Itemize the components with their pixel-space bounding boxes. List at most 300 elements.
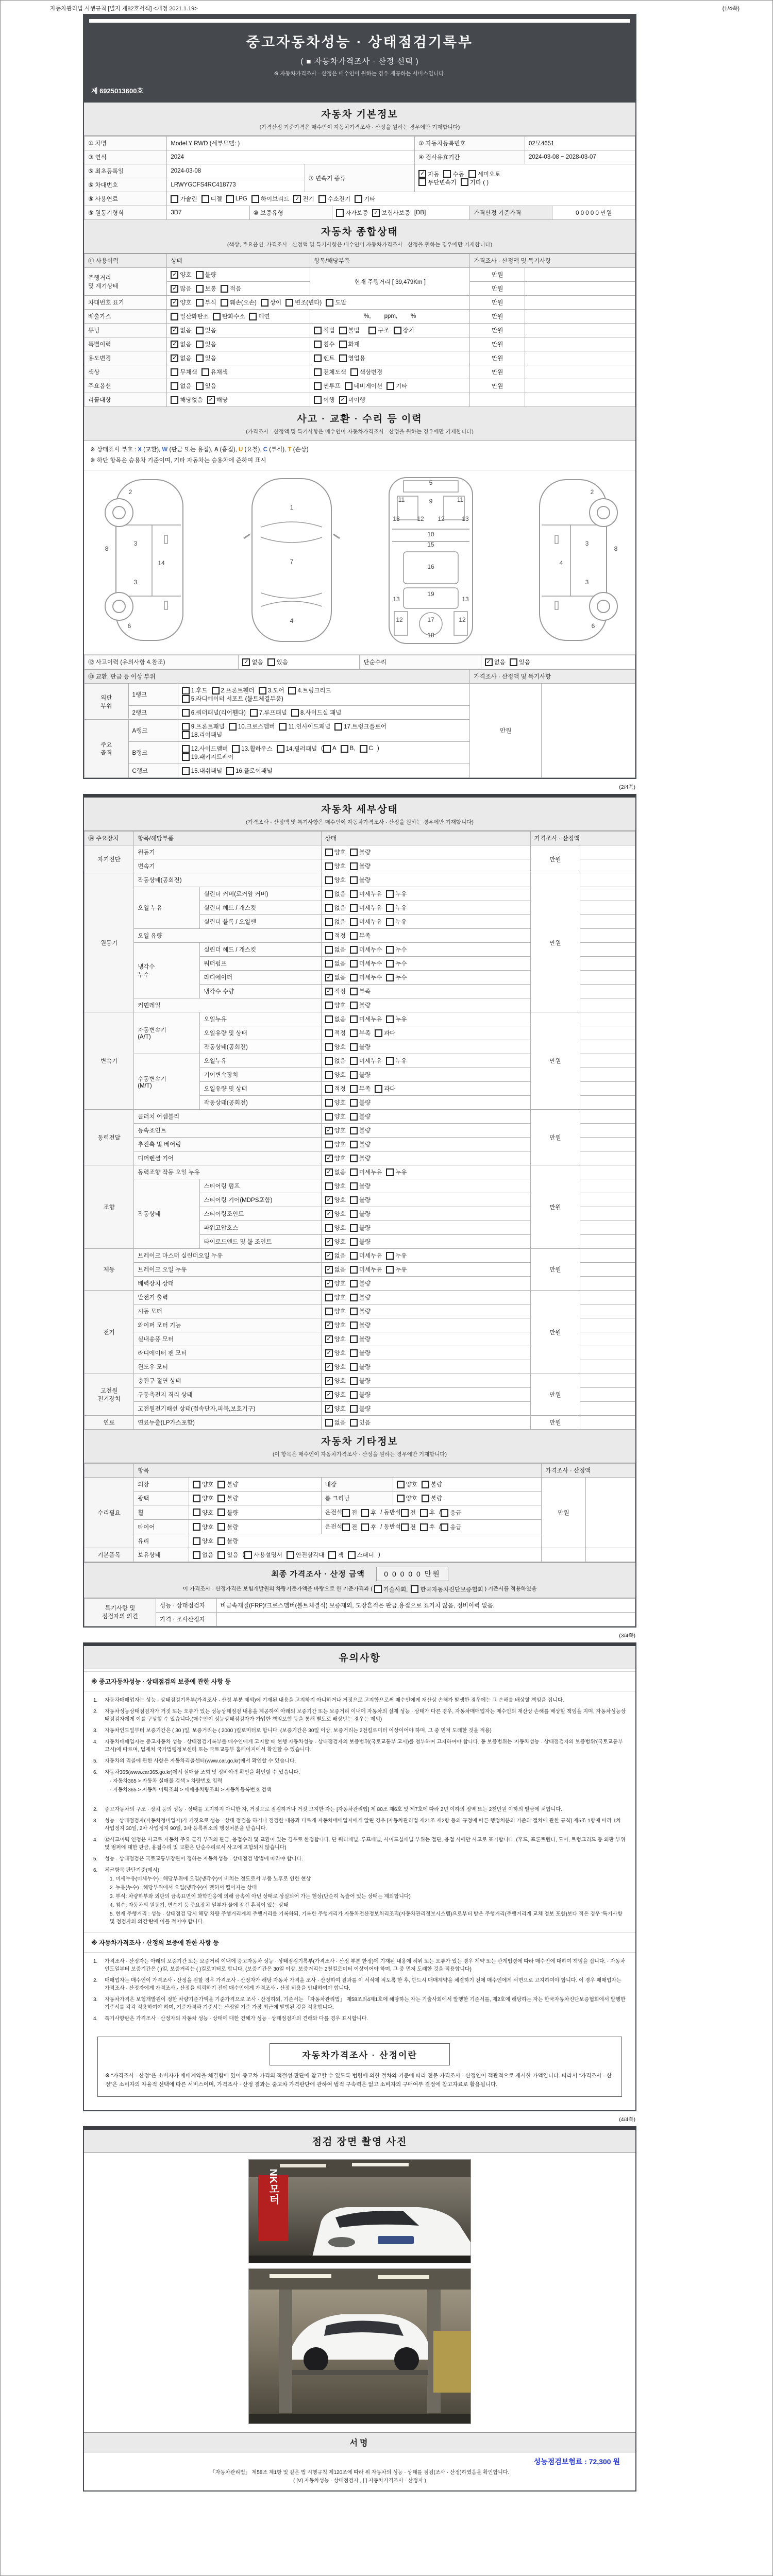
checkbox-option[interactable] (350, 1363, 371, 1371)
checkbox-option[interactable] (196, 284, 216, 293)
checkbox-icon[interactable] (341, 745, 348, 753)
checkbox-checked-icon[interactable] (325, 1168, 333, 1176)
checkbox-checked-icon[interactable] (325, 1321, 333, 1329)
checkbox-icon[interactable] (182, 687, 190, 694)
checkbox-option[interactable] (350, 1084, 371, 1093)
checkbox-option[interactable] (336, 209, 368, 217)
checkbox-icon[interactable] (350, 1196, 358, 1204)
checkbox-option[interactable] (350, 1071, 371, 1079)
checkbox-option[interactable] (267, 658, 288, 666)
checkbox-icon[interactable] (350, 1015, 358, 1023)
checkbox-option[interactable] (350, 1154, 371, 1162)
checkbox-icon[interactable] (193, 1551, 200, 1559)
checkbox-icon[interactable] (193, 1537, 200, 1545)
checkbox-option[interactable] (196, 340, 216, 348)
checkbox-option[interactable] (350, 1043, 371, 1051)
checkbox-icon[interactable] (325, 1294, 333, 1301)
checkbox-icon[interactable] (217, 1523, 225, 1531)
checkbox-checked-icon[interactable] (485, 658, 493, 666)
checkbox-option[interactable] (510, 658, 530, 666)
checkbox-icon[interactable] (336, 209, 344, 217)
checkbox-option[interactable] (261, 298, 281, 307)
checkbox-icon[interactable] (348, 1551, 356, 1559)
checkbox-option[interactable] (318, 195, 350, 203)
checkbox-option[interactable] (350, 987, 371, 995)
checkbox-icon[interactable] (350, 1002, 358, 1009)
checkbox-icon[interactable] (422, 1481, 429, 1488)
checkbox-icon[interactable] (368, 327, 376, 334)
checkbox-icon[interactable] (291, 709, 299, 717)
checkbox-checked-icon[interactable] (325, 1363, 333, 1371)
checkbox-checked-icon[interactable] (325, 988, 333, 995)
checkbox-option[interactable] (325, 904, 346, 912)
checkbox-icon[interactable] (350, 1099, 358, 1107)
checkbox-option[interactable] (350, 1293, 371, 1301)
checkbox-icon[interactable] (182, 695, 190, 703)
checkbox-icon[interactable] (441, 1509, 448, 1517)
checkbox-icon[interactable] (318, 195, 326, 203)
checkbox-checked-icon[interactable] (325, 1266, 333, 1274)
checkbox-option[interactable] (325, 918, 346, 926)
checkbox-option[interactable] (217, 1494, 238, 1502)
checkbox-icon[interactable] (326, 299, 333, 307)
checkbox-option[interactable] (374, 1585, 408, 1594)
checkbox-icon[interactable] (217, 1509, 225, 1516)
checkbox-option[interactable] (171, 340, 191, 348)
checkbox-icon[interactable] (345, 382, 352, 390)
checkbox-icon[interactable] (193, 1523, 200, 1531)
checkbox-icon[interactable] (350, 1155, 358, 1162)
checkbox-icon[interactable] (420, 1523, 428, 1531)
checkbox-icon[interactable] (171, 368, 178, 376)
checkbox-icon[interactable] (350, 862, 358, 870)
checkbox-icon[interactable] (386, 1057, 394, 1065)
checkbox-option[interactable] (325, 1015, 346, 1023)
checkbox-option[interactable] (196, 382, 216, 390)
checkbox-icon[interactable] (350, 849, 358, 856)
checkbox-checked-icon[interactable] (325, 1155, 333, 1162)
checkbox-option[interactable] (226, 767, 273, 775)
checkbox-icon[interactable] (334, 723, 342, 731)
checkbox-option[interactable] (350, 1126, 371, 1134)
checkbox-option[interactable] (325, 973, 346, 981)
checkbox-icon[interactable] (323, 745, 331, 753)
checkbox-option[interactable] (182, 767, 222, 775)
checkbox-icon[interactable] (325, 1071, 333, 1079)
checkbox-option[interactable] (171, 396, 203, 404)
checkbox-icon[interactable] (182, 723, 190, 731)
checkbox-option[interactable] (287, 1551, 325, 1559)
checkbox-option[interactable] (325, 1043, 346, 1051)
checkbox-option[interactable] (386, 890, 407, 898)
checkbox-checked-icon[interactable] (325, 1127, 333, 1134)
checkbox-icon[interactable] (325, 1043, 333, 1051)
checkbox-option[interactable] (325, 1265, 346, 1274)
checkbox-icon[interactable] (196, 354, 204, 362)
checkbox-icon[interactable] (386, 1252, 394, 1260)
checkbox-icon[interactable] (325, 1057, 333, 1065)
checkbox-option[interactable] (288, 686, 331, 694)
checkbox-icon[interactable] (350, 1029, 358, 1037)
checkbox-icon[interactable] (394, 327, 401, 334)
checkbox-icon[interactable] (350, 1294, 358, 1301)
checkbox-icon[interactable] (182, 731, 190, 739)
checkbox-option[interactable] (345, 382, 383, 390)
checkbox-option[interactable] (325, 1335, 346, 1343)
checkbox-option[interactable] (420, 1509, 435, 1517)
checkbox-icon[interactable] (217, 1551, 225, 1559)
checkbox-icon[interactable] (196, 271, 204, 279)
checkbox-icon[interactable] (350, 932, 358, 940)
checkbox-icon[interactable] (279, 723, 287, 731)
checkbox-option[interactable] (350, 1238, 371, 1246)
checkbox-icon[interactable] (350, 1127, 358, 1134)
checkbox-icon[interactable] (339, 327, 347, 334)
checkbox-checked-icon[interactable] (171, 285, 178, 293)
checkbox-icon[interactable] (201, 368, 209, 376)
checkbox-option[interactable] (291, 708, 341, 717)
checkbox-icon[interactable] (422, 1495, 429, 1502)
checkbox-icon[interactable] (386, 1266, 394, 1274)
checkbox-icon[interactable] (361, 1523, 369, 1531)
checkbox-option[interactable] (328, 1551, 343, 1559)
checkbox-option[interactable] (361, 1523, 376, 1531)
checkbox-option[interactable] (171, 326, 191, 334)
checkbox-icon[interactable] (350, 904, 358, 912)
checkbox-checked-icon[interactable] (171, 299, 178, 307)
checkbox-icon[interactable] (171, 313, 178, 320)
checkbox-option[interactable] (314, 354, 334, 362)
checkbox-icon[interactable] (277, 745, 284, 753)
checkbox-icon[interactable] (325, 1002, 333, 1009)
checkbox-icon[interactable] (350, 1335, 358, 1343)
checkbox-icon[interactable] (443, 170, 451, 178)
checkbox-icon[interactable] (325, 849, 333, 856)
checkbox-icon[interactable] (226, 767, 234, 775)
checkbox-icon[interactable] (221, 285, 228, 293)
checkbox-icon[interactable] (325, 932, 333, 940)
checkbox-option[interactable] (325, 1210, 346, 1218)
checkbox-option[interactable] (355, 195, 375, 203)
checkbox-option[interactable] (360, 745, 373, 753)
checkbox-option[interactable] (325, 987, 346, 995)
checkbox-option[interactable] (386, 945, 407, 954)
checkbox-option[interactable] (341, 745, 356, 753)
checkbox-option[interactable] (182, 694, 283, 703)
checkbox-option[interactable] (279, 722, 330, 731)
checkbox-icon[interactable] (386, 1168, 394, 1176)
checkbox-icon[interactable] (244, 1551, 252, 1559)
checkbox-icon[interactable] (250, 709, 258, 717)
checkbox-option[interactable] (325, 1293, 346, 1301)
checkbox-icon[interactable] (350, 1238, 358, 1246)
checkbox-option[interactable] (418, 178, 457, 187)
checkbox-option[interactable] (350, 1057, 382, 1065)
checkbox-option[interactable] (350, 368, 382, 376)
checkbox-option[interactable] (325, 1112, 346, 1121)
checkbox-icon[interactable] (217, 1495, 225, 1502)
checkbox-icon[interactable] (201, 195, 209, 203)
checkbox-option[interactable] (397, 1494, 417, 1502)
checkbox-icon[interactable] (325, 946, 333, 954)
checkbox-icon[interactable] (325, 904, 333, 912)
checkbox-icon[interactable] (397, 1481, 405, 1488)
checkbox-icon[interactable] (196, 382, 204, 390)
checkbox-option[interactable] (323, 745, 337, 753)
checkbox-icon[interactable] (325, 960, 333, 968)
checkbox-checked-icon[interactable] (293, 195, 301, 203)
checkbox-option[interactable] (397, 1480, 417, 1488)
checkbox-icon[interactable] (325, 1308, 333, 1315)
checkbox-option[interactable] (441, 1523, 461, 1531)
checkbox-option[interactable] (443, 170, 464, 178)
checkbox-checked-icon[interactable] (325, 1238, 333, 1246)
checkbox-option[interactable] (350, 945, 382, 954)
checkbox-option[interactable] (350, 1196, 371, 1204)
checkbox-checked-icon[interactable] (325, 1210, 333, 1218)
checkbox-option[interactable] (325, 1029, 346, 1037)
checkbox-checked-icon[interactable] (325, 1377, 333, 1385)
checkbox-option[interactable] (342, 1523, 357, 1531)
checkbox-checked-icon[interactable] (339, 396, 347, 404)
checkbox-option[interactable] (350, 1404, 371, 1413)
checkbox-option[interactable] (350, 1349, 371, 1357)
checkbox-icon[interactable] (386, 974, 394, 981)
checkbox-option[interactable] (350, 1377, 371, 1385)
checkbox-icon[interactable] (325, 1113, 333, 1121)
checkbox-option[interactable] (325, 1307, 346, 1315)
checkbox-option[interactable] (221, 284, 241, 293)
checkbox-option[interactable] (350, 1140, 371, 1148)
checkbox-icon[interactable] (374, 1585, 382, 1593)
checkbox-option[interactable] (401, 1509, 416, 1517)
checkbox-icon[interactable] (350, 1405, 358, 1413)
checkbox-icon[interactable] (314, 354, 322, 362)
checkbox-icon[interactable] (267, 658, 275, 666)
checkbox-option[interactable] (314, 396, 334, 404)
checkbox-checked-icon[interactable] (171, 327, 178, 334)
checkbox-icon[interactable] (386, 890, 394, 898)
checkbox-icon[interactable] (196, 299, 204, 307)
checkbox-option[interactable] (182, 731, 222, 739)
checkbox-icon[interactable] (325, 1099, 333, 1107)
checkbox-icon[interactable] (217, 1537, 225, 1545)
checkbox-option[interactable] (350, 959, 382, 968)
checkbox-icon[interactable] (325, 1419, 333, 1427)
checkbox-icon[interactable] (350, 876, 358, 884)
checkbox-option[interactable] (422, 1480, 442, 1488)
checkbox-icon[interactable] (386, 918, 394, 926)
checkbox-option[interactable] (422, 1494, 442, 1502)
checkbox-option[interactable] (325, 1279, 346, 1287)
checkbox-checked-icon[interactable] (171, 341, 178, 348)
checkbox-option[interactable] (325, 1391, 346, 1399)
checkbox-icon[interactable] (350, 1391, 358, 1399)
checkbox-icon[interactable] (361, 1509, 369, 1517)
checkbox-icon[interactable] (401, 1509, 409, 1517)
checkbox-option[interactable] (350, 1251, 382, 1260)
checkbox-icon[interactable] (328, 1551, 336, 1559)
checkbox-icon[interactable] (420, 1509, 428, 1517)
checkbox-checked-icon[interactable] (171, 271, 178, 279)
checkbox-option[interactable] (325, 1084, 346, 1093)
checkbox-option[interactable] (420, 1523, 435, 1531)
checkbox-icon[interactable] (261, 299, 268, 307)
checkbox-icon[interactable] (350, 1308, 358, 1315)
checkbox-option[interactable] (193, 1523, 213, 1531)
checkbox-icon[interactable] (182, 767, 190, 775)
checkbox-icon[interactable] (350, 1349, 358, 1357)
checkbox-option[interactable] (350, 1391, 371, 1399)
checkbox-option[interactable] (182, 686, 208, 694)
checkbox-option[interactable] (350, 1279, 371, 1287)
checkbox-option[interactable] (350, 1210, 371, 1218)
checkbox-icon[interactable] (342, 1509, 350, 1517)
checkbox-option[interactable] (350, 931, 371, 940)
checkbox-icon[interactable] (171, 382, 178, 390)
checkbox-option[interactable] (207, 396, 228, 404)
checkbox-icon[interactable] (350, 1113, 358, 1121)
checkbox-option[interactable] (314, 326, 334, 334)
checkbox-icon[interactable] (182, 709, 190, 717)
checkbox-checked-icon[interactable] (325, 1252, 333, 1260)
checkbox-option[interactable] (196, 326, 216, 334)
checkbox-option[interactable] (325, 1071, 346, 1079)
checkbox-option[interactable] (325, 1001, 346, 1009)
checkbox-icon[interactable] (226, 195, 234, 203)
checkbox-icon[interactable] (350, 1085, 358, 1093)
checkbox-option[interactable] (193, 1509, 213, 1517)
checkbox-option[interactable] (386, 1057, 407, 1065)
checkbox-icon[interactable] (468, 170, 476, 178)
checkbox-option[interactable] (350, 1182, 371, 1190)
checkbox-icon[interactable] (350, 1182, 358, 1190)
checkbox-option[interactable] (201, 368, 228, 376)
checkbox-option[interactable] (368, 326, 389, 334)
checkbox-icon[interactable] (196, 285, 204, 293)
checkbox-option[interactable] (325, 1057, 346, 1065)
checkbox-option[interactable] (196, 354, 216, 362)
checkbox-option[interactable] (217, 1523, 238, 1531)
checkbox-option[interactable] (242, 658, 263, 666)
checkbox-icon[interactable] (350, 1252, 358, 1260)
checkbox-option[interactable] (171, 284, 191, 293)
checkbox-checked-icon[interactable] (325, 1349, 333, 1357)
checkbox-option[interactable] (350, 1321, 371, 1329)
checkbox-icon[interactable] (386, 946, 394, 954)
checkbox-icon[interactable] (350, 1043, 358, 1051)
checkbox-icon[interactable] (386, 904, 394, 912)
checkbox-option[interactable] (325, 1182, 346, 1190)
checkbox-option[interactable] (293, 195, 314, 203)
checkbox-option[interactable] (196, 298, 216, 307)
checkbox-checked-icon[interactable] (325, 1335, 333, 1343)
checkbox-option[interactable] (325, 1196, 346, 1204)
checkbox-option[interactable] (350, 904, 382, 912)
checkbox-checked-icon[interactable] (325, 1405, 333, 1413)
checkbox-icon[interactable] (342, 1523, 350, 1531)
checkbox-icon[interactable] (325, 1141, 333, 1148)
checkbox-option[interactable] (350, 1168, 382, 1176)
checkbox-option[interactable] (285, 298, 322, 307)
checkbox-checked-icon[interactable] (325, 974, 333, 981)
checkbox-icon[interactable] (213, 313, 221, 320)
checkbox-checked-icon[interactable] (171, 354, 178, 362)
checkbox-option[interactable] (325, 848, 346, 856)
checkbox-icon[interactable] (339, 341, 347, 348)
checkbox-icon[interactable] (397, 1495, 405, 1502)
checkbox-checked-icon[interactable] (242, 658, 250, 666)
checkbox-option[interactable] (314, 368, 346, 376)
checkbox-option[interactable] (171, 298, 191, 307)
checkbox-option[interactable] (485, 658, 506, 666)
checkbox-option[interactable] (250, 708, 287, 717)
checkbox-icon[interactable] (212, 687, 220, 694)
checkbox-icon[interactable] (386, 960, 394, 968)
checkbox-option[interactable] (350, 1335, 371, 1343)
checkbox-icon[interactable] (285, 299, 293, 307)
checkbox-option[interactable] (386, 1265, 407, 1274)
checkbox-option[interactable] (339, 354, 365, 362)
checkbox-option[interactable] (196, 270, 216, 279)
checkbox-icon[interactable] (350, 918, 358, 926)
checkbox-option[interactable] (232, 744, 272, 753)
checkbox-option[interactable] (325, 1251, 346, 1260)
checkbox-option[interactable] (325, 1154, 346, 1162)
checkbox-option[interactable] (171, 195, 197, 203)
checkbox-option[interactable] (226, 195, 247, 203)
checkbox-icon[interactable] (182, 753, 190, 761)
checkbox-icon[interactable] (325, 862, 333, 870)
checkbox-icon[interactable] (325, 876, 333, 884)
checkbox-icon[interactable] (217, 1481, 225, 1488)
checkbox-option[interactable] (350, 973, 382, 981)
checkbox-checked-icon[interactable] (325, 1196, 333, 1204)
checkbox-icon[interactable] (386, 382, 394, 390)
checkbox-option[interactable] (386, 1168, 407, 1176)
checkbox-option[interactable] (339, 340, 360, 348)
checkbox-icon[interactable] (350, 946, 358, 954)
checkbox-option[interactable] (468, 170, 500, 178)
checkbox-option[interactable] (394, 326, 414, 334)
checkbox-checked-icon[interactable] (207, 396, 215, 404)
checkbox-option[interactable] (325, 1418, 346, 1427)
checkbox-icon[interactable] (350, 1266, 358, 1274)
checkbox-icon[interactable] (314, 382, 322, 390)
checkbox-icon[interactable] (350, 1057, 358, 1065)
checkbox-option[interactable] (217, 1537, 238, 1545)
checkbox-icon[interactable] (375, 1029, 382, 1037)
checkbox-icon[interactable] (193, 1495, 200, 1502)
checkbox-option[interactable] (171, 354, 191, 362)
checkbox-option[interactable] (350, 862, 371, 870)
checkbox-option[interactable] (339, 326, 360, 334)
checkbox-icon[interactable] (325, 918, 333, 926)
checkbox-option[interactable] (350, 1112, 371, 1121)
checkbox-icon[interactable] (182, 745, 190, 753)
checkbox-option[interactable] (171, 382, 191, 390)
checkbox-option[interactable] (386, 1251, 407, 1260)
checkbox-icon[interactable] (325, 1182, 333, 1190)
checkbox-option[interactable] (372, 209, 410, 217)
checkbox-icon[interactable] (386, 1015, 394, 1023)
checkbox-option[interactable] (171, 270, 191, 279)
checkbox-option[interactable] (325, 1140, 346, 1148)
checkbox-option[interactable] (325, 1363, 346, 1371)
checkbox-option[interactable] (182, 722, 225, 731)
checkbox-option[interactable] (182, 744, 228, 753)
checkbox-option[interactable] (217, 1509, 238, 1517)
